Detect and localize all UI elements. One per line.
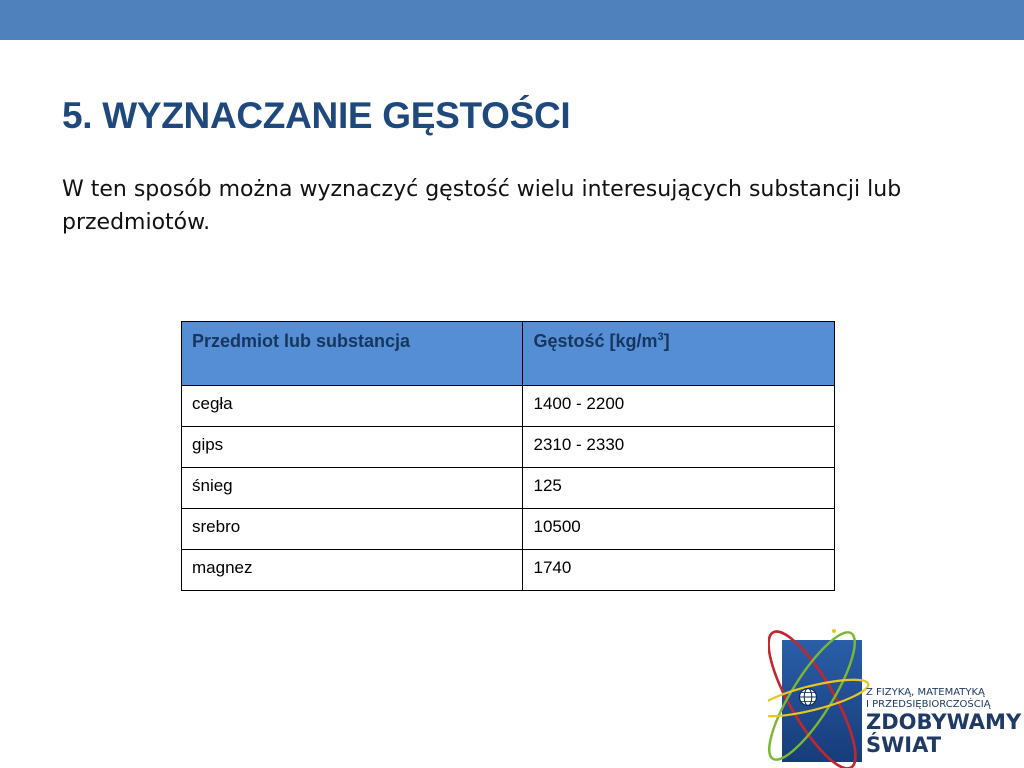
slide-body-text: W ten sposób można wyznaczyć gęstość wielu interesujących substancji lub przedmiotów.: [62, 177, 902, 235]
table-row: [182, 550, 835, 591]
substance-cell: magnez: [182, 550, 523, 591]
slide-title: 5. WYZNACZANIE GĘSTOŚCI: [62, 95, 571, 136]
density-cell: 1400 - 2200: [523, 386, 835, 427]
substance-cell: śnieg: [182, 468, 523, 509]
header-density-exponent: 3: [657, 331, 664, 343]
header-density: [523, 322, 835, 386]
header-density-suffix: ]: [663, 331, 670, 351]
substance-cell: cegła: [182, 386, 523, 427]
table-row: [182, 468, 835, 509]
logo-star-dot: [832, 629, 836, 633]
density-table: [181, 321, 835, 591]
density-cell: 1740: [523, 550, 835, 591]
table-row: [182, 427, 835, 468]
logo-text-line1: Z FIZYKĄ, MATEMATYKĄ: [866, 687, 985, 698]
logo-text-line4: ŚWIAT: [866, 733, 942, 757]
logo-text-line2: I PRZEDSIĘBIORCZOŚCIĄ: [866, 699, 991, 710]
table-row: [182, 509, 835, 550]
table-header-row: [182, 322, 835, 386]
substance-cell: gips: [182, 427, 523, 468]
density-cell: 125: [523, 468, 835, 509]
density-cell: 2310 - 2330: [523, 427, 835, 468]
logo-blue-block: [782, 640, 862, 762]
density-cell: 10500: [523, 509, 835, 550]
header-substance: Przedmiot lub substancja: [182, 322, 523, 386]
header-density-label: Gęstość [kg/m: [533, 331, 658, 351]
globe-icon: [800, 689, 817, 706]
top-accent-bar: [0, 0, 1024, 40]
table-row: [182, 386, 835, 427]
logo-text-line3: ZDOBYWAMY: [866, 710, 1022, 734]
substance-cell: srebro: [182, 509, 523, 550]
